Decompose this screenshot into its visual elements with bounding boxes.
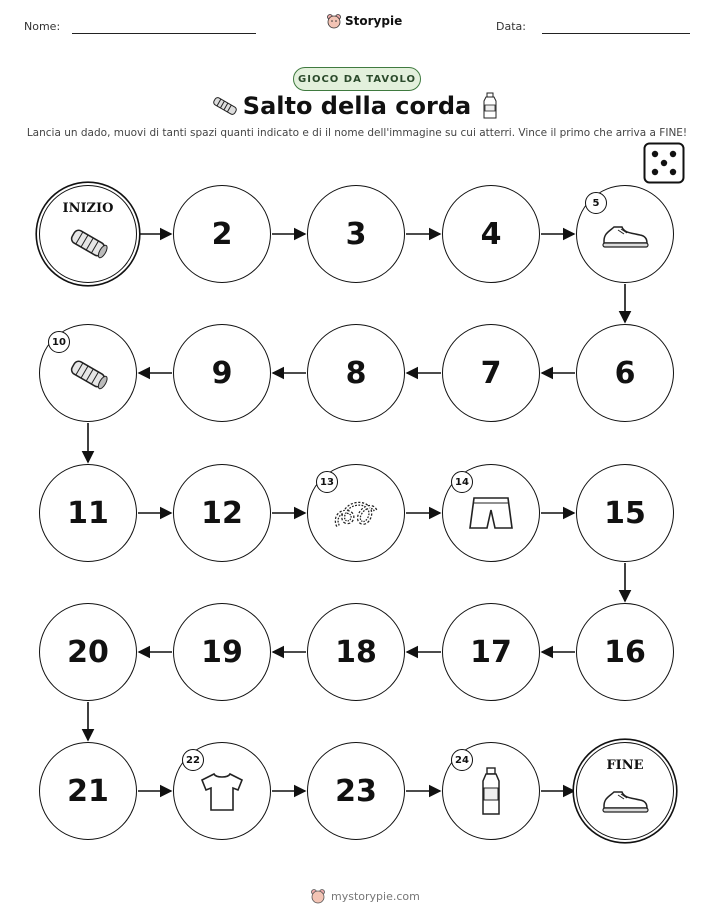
board-space[interactable]: [39, 464, 137, 562]
handle-icon: [65, 223, 111, 267]
name-label: Nome:: [24, 20, 61, 33]
board-space[interactable]: [442, 324, 540, 422]
finish-space[interactable]: [576, 742, 674, 840]
board-space[interactable]: [173, 742, 271, 840]
space-number-badge: 5: [585, 192, 607, 214]
board-space[interactable]: [39, 603, 137, 701]
start-label: INIZIO: [62, 201, 114, 216]
board-space[interactable]: [442, 464, 540, 562]
board-space[interactable]: [173, 324, 271, 422]
space-number-badge: 14: [451, 471, 473, 493]
bear-logo-icon: [310, 888, 326, 904]
board-space[interactable]: [576, 324, 674, 422]
space-number: 23: [335, 773, 377, 809]
footer: [310, 888, 420, 904]
space-number: 18: [335, 634, 377, 670]
finish-label: FINE: [606, 758, 644, 773]
board-space[interactable]: [39, 742, 137, 840]
board-space[interactable]: [307, 603, 405, 701]
board-space[interactable]: [307, 464, 405, 562]
board-space[interactable]: [442, 742, 540, 840]
space-number: 6: [614, 355, 636, 391]
board-space[interactable]: [576, 464, 674, 562]
board-space[interactable]: [576, 185, 674, 283]
space-number: 21: [67, 773, 109, 809]
space-number: 11: [67, 495, 109, 531]
space-number-badge: 22: [182, 749, 204, 771]
space-number: 15: [604, 495, 646, 531]
space-number: 17: [470, 634, 512, 670]
rope-icon: [330, 492, 382, 540]
space-number-badge: 13: [316, 471, 338, 493]
tshirt-icon: [198, 770, 246, 818]
board-space[interactable]: [442, 603, 540, 701]
space-number: 8: [345, 355, 367, 391]
page-title: Salto della corda: [242, 92, 472, 120]
start-space[interactable]: [39, 185, 137, 283]
date-label: Data:: [496, 20, 526, 33]
sneaker-icon: [600, 219, 650, 255]
board-space[interactable]: [39, 324, 137, 422]
space-number: 16: [604, 634, 646, 670]
instructions: Lancia un dado, muovi di tanti spazi quanti indicato e di il nome dell'immagine su cui atterri. Vince il primo che arriva a FINE!: [26, 127, 688, 139]
bottle-icon: [478, 766, 504, 822]
shorts-icon: [468, 494, 514, 538]
board-space[interactable]: [173, 464, 271, 562]
board-space[interactable]: [307, 324, 405, 422]
brand-name: Storypie: [345, 14, 403, 28]
board-space[interactable]: [173, 603, 271, 701]
handle-icon: [65, 354, 111, 398]
category-badge: GIOCO DA TAVOLO: [293, 67, 421, 91]
space-number: 20: [67, 634, 109, 670]
board-space[interactable]: [307, 742, 405, 840]
space-number: 7: [480, 355, 502, 391]
sneaker-icon: [600, 784, 650, 820]
space-number-badge: 24: [451, 749, 473, 771]
board-space[interactable]: [307, 185, 405, 283]
space-number: 2: [211, 216, 233, 252]
footer-url[interactable]: mystorypie.com: [331, 889, 420, 903]
space-number: 9: [211, 355, 233, 391]
space-number: 12: [201, 495, 243, 531]
space-number: 3: [345, 216, 367, 252]
space-number-badge: 10: [48, 331, 70, 353]
space-number: 4: [480, 216, 502, 252]
board-space[interactable]: [442, 185, 540, 283]
space-number: 19: [201, 634, 243, 670]
board-space[interactable]: [173, 185, 271, 283]
board-space[interactable]: [576, 603, 674, 701]
